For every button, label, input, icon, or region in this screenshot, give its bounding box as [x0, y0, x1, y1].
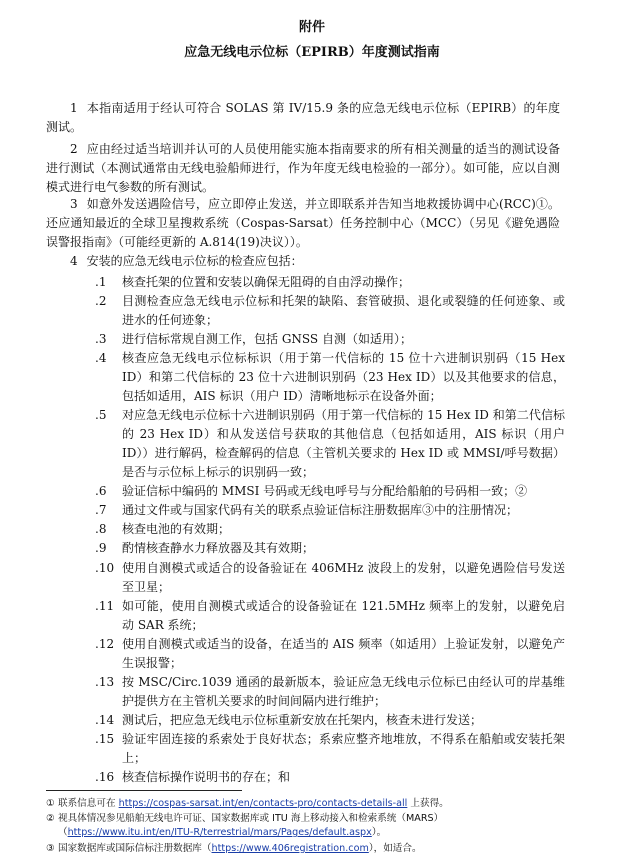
list-item — [95, 559, 565, 597]
paragraph-text: 安装的应急无线电示位标的检查应包括： — [86, 254, 303, 268]
list-item — [95, 520, 565, 539]
annex-label: 附件 — [298, 20, 325, 35]
item-number: .2 — [95, 294, 107, 308]
list-item — [95, 711, 565, 730]
item-number: .4 — [95, 351, 107, 365]
item-number: .15 — [95, 732, 115, 746]
item-number: .12 — [95, 637, 115, 651]
list-item — [95, 635, 565, 673]
footnote-text: 国家数据库或国际信标注册数据库（ — [58, 843, 212, 854]
list-item — [95, 482, 565, 501]
list-item — [95, 501, 565, 520]
paragraph-number: 2 — [70, 142, 78, 156]
list-item — [95, 730, 565, 768]
item-text: 使用自测模式或适合的设备验证在 406MHz 波段上的发射，以避免遇险信号发送至卫星； — [122, 561, 565, 594]
document-title: 应急无线电示位标（EPIRB）年度测试指南 — [184, 45, 440, 60]
list-item — [95, 406, 565, 482]
footnote-3 — [46, 842, 576, 856]
paragraph-number: 1 — [70, 101, 78, 115]
item-text: 按 MSC/Circ.1039 通函的最新版本，验证应急无线电示位标已由经认可的岸基维护提供方在主管机关要求的时间间隔内进行维护； — [122, 675, 565, 708]
item-text: 通过文件或与国家代码有关的联系点验证信标注册数据库③中的注册情况； — [122, 503, 519, 517]
footnote-text: ）。 — [371, 827, 387, 838]
footnote-text: 上获得。 — [407, 798, 449, 809]
item-text: 核查应急无线电示位标标识（用于第一代信标的 15 位十六进制识别码（15 Hex ID）和第二代信标的 23 位十六进制识别码（23 Hex ID）以及其他要求的信息，包括如适用，AIS 标识（用户 ID）清晰地标示在设备外面； — [122, 351, 565, 403]
list-item — [95, 539, 565, 558]
item-number: .13 — [95, 675, 115, 689]
paragraph-1 — [46, 99, 560, 137]
footnote-text: 联系信息可在 — [58, 798, 119, 809]
paragraph-number: 3 — [70, 197, 78, 211]
item-number: .6 — [95, 484, 107, 498]
item-number: .9 — [95, 541, 107, 555]
paragraph-4 — [46, 252, 560, 271]
item-text: 测试后，把应急无线电示位标重新安放在托架内，核查未进行发送； — [122, 713, 483, 727]
list-item — [95, 768, 565, 787]
footnote-mark: ① — [46, 798, 55, 809]
item-number: .16 — [95, 770, 115, 784]
footnote-1 — [46, 797, 576, 811]
list-item — [95, 292, 565, 330]
footnote-mark: ③ — [46, 843, 55, 854]
item-number: .8 — [95, 522, 107, 536]
item-number: .7 — [95, 503, 107, 517]
paragraph-number: 4 — [70, 254, 78, 268]
item-text: 核查托架的位置和安装以确保无阻碍的自由浮动操作； — [122, 275, 411, 289]
item-number: .1 — [95, 275, 107, 289]
list-item — [95, 273, 565, 292]
item-text: 使用自测模式或适当的设备，在适当的 AIS 频率（如适用）上验证发射，以避免产生误报警； — [122, 637, 565, 670]
item-number: .10 — [95, 561, 115, 575]
item-text: 酌情核查静水力释放器及其有效期； — [122, 541, 315, 555]
list-item — [95, 330, 565, 349]
paragraph-3 — [46, 195, 560, 252]
footnote-link[interactable]: https://www.406registration.com — [211, 843, 369, 854]
item-text: 核查电池的有效期； — [122, 522, 231, 536]
item-text: 验证信标中编码的 MMSI 号码或无线电呼号与分配给船舶的号码相一致；② — [122, 484, 528, 498]
footnote-text: ），如适合。 — [368, 843, 422, 854]
footnote-separator — [46, 790, 242, 791]
paragraph-text: 本指南适用于经认可符合 SOLAS 第 IV/15.9 条的应急无线电示位标（EPIRB）的年度测试。 — [46, 101, 560, 134]
item-text: 对应急无线电示位标十六进制识别码（用于第一代信标的 15 Hex ID 和第二代信标的 23 Hex ID）和从发送信号获取的其他信息（包括如适用，AIS 标识（用户 ID））进行解码，检查解码的信息（主管机关要求的 Hex ID 或 MMSI/呼号数据）是否与示位标上标示的识别码一致； — [122, 408, 565, 479]
footnote-2 — [46, 812, 576, 840]
item-text: 验证牢固连接的系索处于良好状态；系索应整齐地堆放，不得系在船舶或安装托架上； — [122, 732, 565, 765]
item-number: .14 — [95, 713, 115, 727]
paragraph-2 — [46, 140, 560, 197]
item-number: .11 — [95, 599, 115, 613]
footnote-mark: ② — [46, 813, 55, 824]
list-item — [95, 673, 565, 711]
item-text: 如可能，使用自测模式或适合的设备验证在 121.5MHz 频率上的发射，以避免启动 SAR 系统； — [122, 599, 565, 632]
item-text: 进行信标常规自测工作，包括 GNSS 自测（如适用）； — [122, 332, 412, 346]
item-number: .3 — [95, 332, 107, 346]
footnote-link[interactable]: https://cospas-sarsat.int/en/contacts-pro/contacts-details-all — [118, 798, 408, 809]
paragraph-text: 应由经过适当培训并认可的人员使用能实施本指南要求的所有相关测量的适当的测试设备进行测试（本测试通常由无线电验船师进行，作为年度无线电检验的一部分）。如可能，应以自测模式进行电气参数的所有测试。 — [46, 142, 560, 194]
list-item — [95, 349, 565, 406]
footnote-text: （ — [58, 827, 68, 838]
item-text: 目测检查应急无线电示位标和托架的缺陷、套管破损、退化或裂缝的任何迹象、或进水的任何迹象； — [122, 294, 565, 327]
paragraph-text: 如意外发送遇险信号，应立即停止发送，并立即联系并告知当地救援协调中心(RCC)①。还应通知最近的全球卫星搜救系统（Cospas-Sarsat）任务控制中心（MCC）（另见《避免遇险误警报指南》（可能经更新的 A.814(19)决议））。 — [46, 197, 560, 249]
item-number: .5 — [95, 408, 107, 422]
footnote-text: 视具体情况参见船舶无线电许可证、国家数据库或 ITU 海上移动接入和检索系统（MARS） — [58, 813, 444, 824]
footnote-link[interactable]: https://www.itu.int/en/ITU-R/terrestrial/mars/Pages/default.aspx — [67, 827, 372, 838]
list-item — [95, 597, 565, 635]
item-text: 核查信标操作说明书的存在；和 — [122, 770, 291, 784]
